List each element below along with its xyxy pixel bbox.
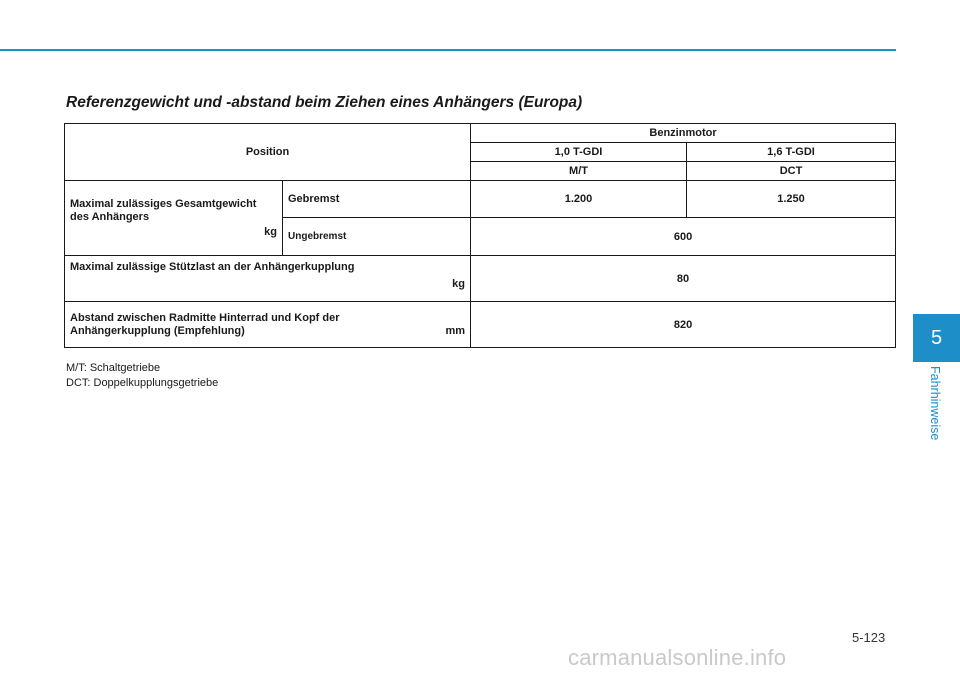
transmission-1-header: M/T: [471, 162, 687, 181]
unbraked-label: Ungebremst: [283, 218, 471, 256]
position-header: Position: [65, 124, 471, 181]
watermark: carmanualsonline.info: [568, 645, 787, 670]
distance-label-line-1: Abstand zwischen Radmitte Hinterrad und Kopf der: [70, 311, 340, 324]
gross-weight-label: Maximal zulässiges Gesamtgewicht des Anhängers: [70, 198, 257, 223]
distance-cell: [65, 302, 471, 348]
section-title: Referenzgewicht und -abstand beim Ziehen eines Anhängers (Europa): [66, 94, 583, 111]
footnote-mt: M/T: Schaltgetriebe: [66, 362, 161, 374]
distance-label-line-2: Anhängerkupplung (Empfehlung): [70, 324, 245, 337]
gross-weight-unit: kg: [264, 226, 277, 238]
transmission-2-header: DCT: [687, 162, 896, 181]
towing-spec-table: [64, 123, 896, 348]
braked-value-1: 1.200: [471, 181, 687, 218]
tongue-load-unit: kg: [452, 278, 466, 290]
engine-1-header: 1,0 T-GDI: [471, 143, 687, 162]
distance-value: 820: [471, 302, 896, 348]
chapter-label: Fahrhinweise: [928, 366, 942, 441]
distance-unit: mm: [445, 324, 466, 337]
top-rule: [0, 49, 896, 51]
gross-weight-cell: [65, 181, 283, 256]
tongue-load-value: 80: [471, 256, 896, 302]
tongue-load-label: Maximal zulässige Stützlast an der Anhängerkupplung: [70, 261, 355, 273]
engine-2-header: 1,6 T-GDI: [687, 143, 896, 162]
page-number: 5-123: [852, 630, 886, 645]
chapter-number-tab: 5: [913, 314, 960, 362]
footnotes: [66, 361, 218, 391]
footnote-dct: DCT: Doppelkupplungsgetriebe: [66, 377, 219, 389]
unbraked-value: 600: [471, 218, 896, 256]
tongue-load-cell: [65, 256, 471, 302]
engine-group-header: Benzinmotor: [471, 124, 896, 143]
braked-label: Gebremst: [283, 181, 471, 218]
braked-value-2: 1.250: [687, 181, 896, 218]
